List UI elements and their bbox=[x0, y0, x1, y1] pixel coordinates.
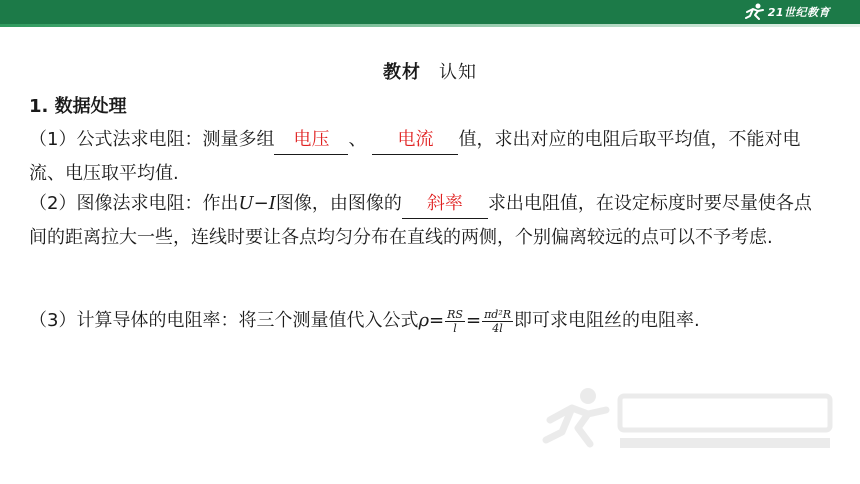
fraction-pid2r-over-4l bbox=[482, 308, 513, 335]
title-main: 教材 bbox=[383, 62, 421, 83]
frac2-numerator: πd²R bbox=[484, 307, 512, 321]
blank-current: 电流 bbox=[372, 126, 458, 155]
var-u: U bbox=[238, 193, 254, 214]
p3-eq2: = bbox=[465, 310, 482, 331]
header-accent-line bbox=[0, 24, 860, 27]
p3-eq1: = bbox=[429, 310, 445, 331]
title-sub: 认知 bbox=[439, 62, 477, 83]
blank-voltage: 电压 bbox=[274, 126, 348, 155]
p2-mid: 图像，由图像的 bbox=[275, 193, 402, 214]
p3-suffix: 即可求电阻丝的电阻率. bbox=[514, 310, 700, 331]
fraction-rs-over-l bbox=[445, 308, 465, 335]
watermark-logo-icon bbox=[540, 382, 840, 462]
paragraph-2 bbox=[29, 187, 829, 255]
paragraph-1 bbox=[29, 123, 829, 191]
paragraph-3 bbox=[29, 302, 829, 340]
p2-prefix: （2）图像法求电阻：作出 bbox=[29, 193, 239, 214]
header-bar bbox=[0, 0, 860, 24]
frac1-numerator: RS bbox=[447, 307, 463, 321]
runner-logo-icon bbox=[744, 3, 766, 21]
p1-separator: 、 bbox=[348, 129, 367, 150]
frac1-denominator: l bbox=[453, 321, 457, 335]
section-heading: 1. 数据处理 bbox=[29, 96, 127, 117]
p2-dash: − bbox=[253, 193, 269, 214]
var-i: I bbox=[268, 193, 276, 214]
blank-slope: 斜率 bbox=[402, 190, 488, 219]
var-rho: ρ bbox=[418, 310, 430, 331]
p1-prefix: （1）公式法求电阻：测量多组 bbox=[29, 129, 275, 150]
frac2-denominator: 4l bbox=[492, 321, 503, 335]
logo-text: 21世纪教育 bbox=[767, 6, 830, 19]
site-logo bbox=[744, 2, 830, 22]
p2-suffix: 求出电阻值，在设定标度时要尽量使各点间的距离拉大一些，连线时要让各点均匀分布在直线的两侧，个别偏离较远的点可以不予考虑. bbox=[29, 193, 812, 248]
page-title bbox=[0, 58, 860, 84]
p1-suffix: 值，求出对应的电阻后取平均值，不能对电流、电压取平均值. bbox=[29, 129, 801, 184]
p3-prefix: （3）计算导体的电阻率：将三个测量值代入公式 bbox=[29, 310, 419, 331]
